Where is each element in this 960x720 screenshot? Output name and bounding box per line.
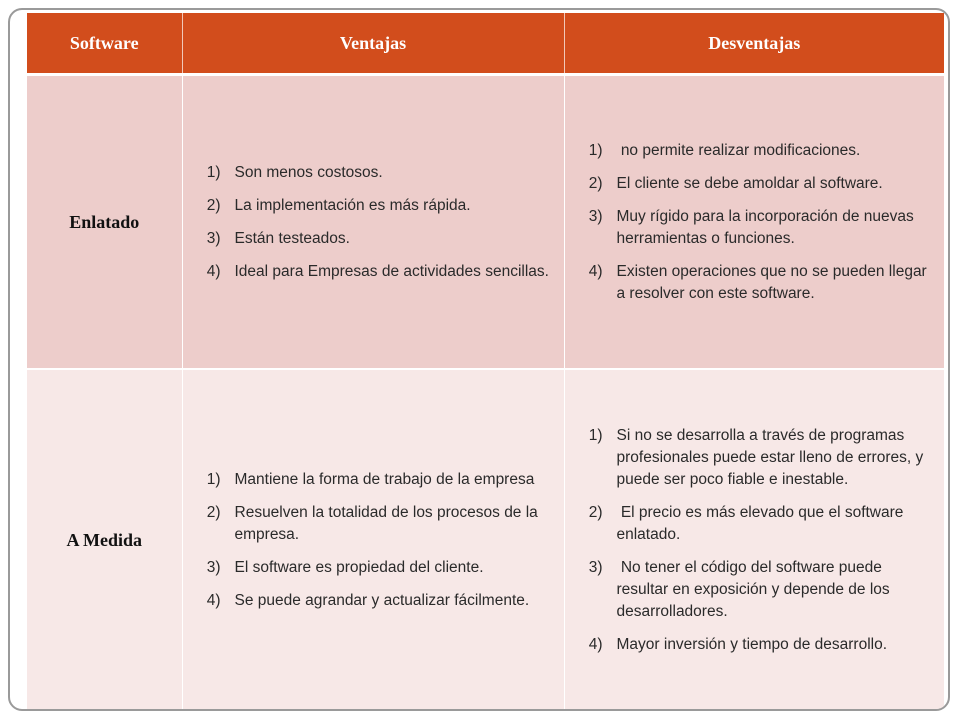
list-item: 4) Se puede agrandar y actualizar fácilmente.	[206, 592, 530, 609]
list-item: 2) Resuelven la totalidad de los procesos de la empresa.	[206, 504, 543, 543]
list-item: 1) Si no se desarrolla a través de programas profesionales puede estar lleno de errores, y puede ser poco fiable e inestable.	[588, 427, 928, 488]
ventajas-cell	[182, 75, 564, 370]
ventajas-cell	[182, 369, 564, 711]
list-item: 4) Ideal para Empresas de actividades sencillas.	[206, 262, 549, 280]
list-item: 4) Existen operaciones que no se pueden llegar a resolver con este software.	[588, 262, 932, 302]
slide-frame	[8, 8, 950, 711]
desventajas-list	[565, 140, 945, 305]
desventajas-cell	[564, 369, 944, 711]
header-row	[27, 13, 944, 75]
row-a-medida	[27, 369, 944, 711]
comparison-table	[27, 13, 944, 711]
ventajas-list	[183, 162, 564, 283]
list-item: 2) La implementación es más rápida.	[206, 196, 471, 214]
desventajas-list	[565, 425, 945, 656]
list-item: 3) Están testeados.	[206, 229, 350, 247]
list-item: 2) El precio es más elevado que el software enlatado.	[588, 504, 908, 543]
row-label-a-medida: A Medida	[27, 369, 182, 711]
desventajas-cell	[564, 75, 944, 370]
ventajas-list	[183, 469, 564, 612]
list-item: 4) Mayor inversión y tiempo de desarrollo.	[588, 636, 888, 653]
header-desventajas: Desventajas	[564, 13, 944, 75]
list-item: 2) El cliente se debe amoldar al software.	[588, 174, 883, 192]
list-item: 3) No tener el código del software puede resultar en exposición y depende de los desarrolladores.	[588, 559, 894, 620]
header-software: Software	[27, 13, 182, 75]
row-enlatado	[27, 75, 944, 370]
list-item: 1) Son menos costosos.	[206, 163, 383, 181]
list-item: 3) El software es propiedad del cliente.	[206, 559, 484, 576]
list-item: 1) Mantiene la forma de trabajo de la empresa	[206, 471, 535, 488]
row-label-enlatado: Enlatado	[27, 75, 182, 370]
header-ventajas: Ventajas	[182, 13, 564, 75]
list-item: 1) no permite realizar modificaciones.	[588, 141, 861, 159]
list-item: 3) Muy rígido para la incorporación de nuevas herramientas o funciones.	[588, 207, 919, 247]
